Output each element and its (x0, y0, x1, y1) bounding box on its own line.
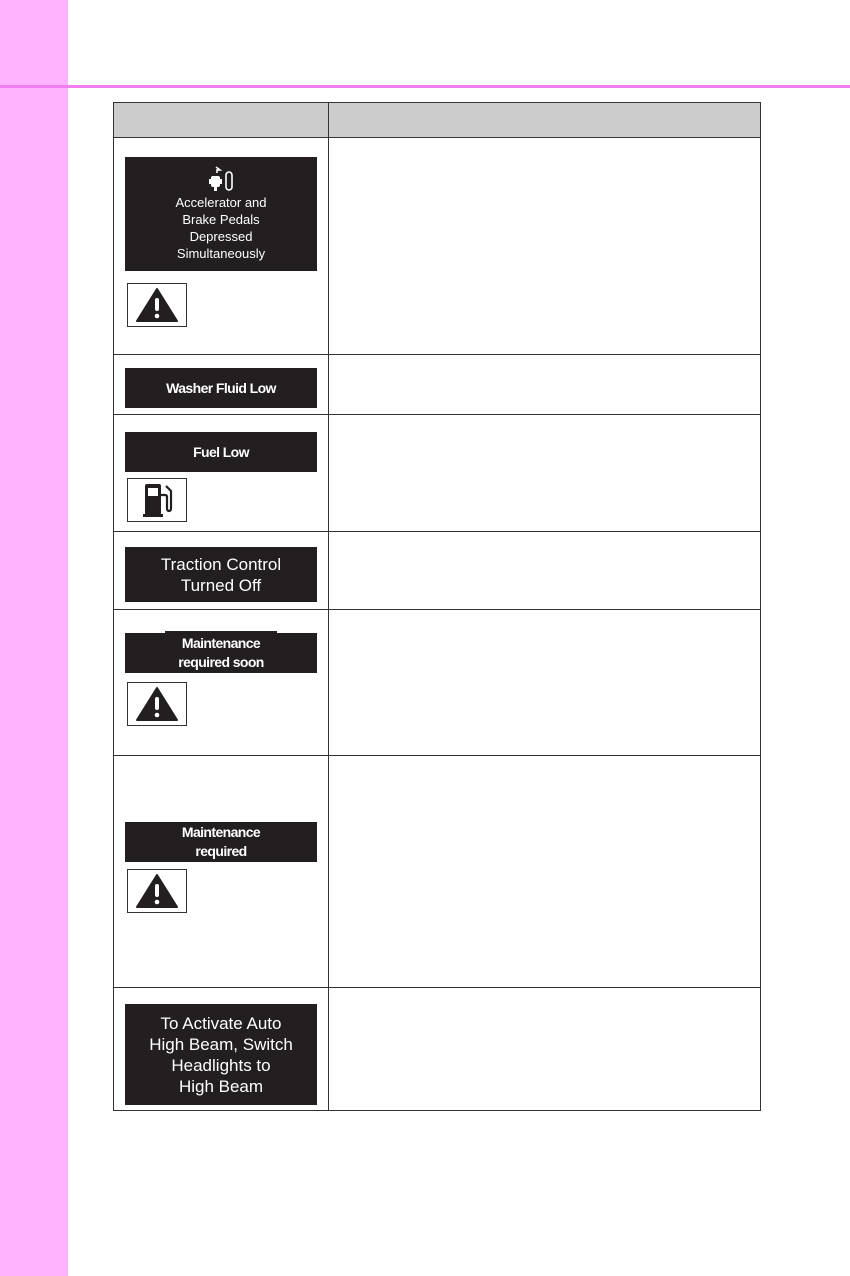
header-cell-details (329, 103, 761, 138)
table-row (114, 610, 761, 756)
display-line: Maintenance (181, 635, 261, 651)
message-cell (114, 138, 329, 355)
header-cell-message (114, 103, 329, 138)
description-cell (329, 610, 761, 756)
message-cell (114, 988, 329, 1111)
display-line: required (195, 843, 247, 859)
description-cell (329, 138, 761, 355)
warning-triangle-icon (135, 873, 179, 909)
display-line: required soon (178, 654, 264, 670)
display-line: Headlights to (171, 1055, 271, 1075)
fuel-pump-icon (140, 481, 174, 519)
message-display (125, 547, 317, 602)
display-line: High Beam, Switch (149, 1034, 293, 1054)
table-row (114, 355, 761, 415)
display-tab-mark (165, 631, 277, 633)
display-line: Fuel Low (193, 444, 249, 460)
message-cell (114, 355, 329, 415)
display-line: Maintenance (181, 824, 261, 840)
description-cell (329, 355, 761, 415)
table-row (114, 415, 761, 532)
message-display (125, 633, 317, 673)
message-display (125, 432, 317, 472)
message-display (125, 822, 317, 862)
description-cell (329, 988, 761, 1111)
table-header-row (114, 103, 761, 138)
message-cell (114, 610, 329, 756)
table-row (114, 988, 761, 1111)
description-cell (329, 532, 761, 610)
table-row (114, 138, 761, 355)
display-line: Brake Pedals (182, 212, 260, 227)
pedal-icon (207, 166, 235, 192)
display-line: Traction Control (160, 554, 282, 574)
warning-indicator (127, 682, 187, 726)
display-line: High Beam (178, 1076, 264, 1096)
message-table (113, 102, 761, 1111)
table-row (114, 756, 761, 988)
message-display (125, 157, 317, 271)
display-line: Turned Off (180, 575, 262, 595)
fuel-indicator (127, 478, 187, 522)
warning-indicator (127, 283, 187, 327)
table-row (114, 532, 761, 610)
display-line: To Activate Auto (160, 1013, 282, 1033)
description-cell (329, 415, 761, 532)
display-line: Simultaneously (176, 246, 266, 261)
warning-triangle-icon (135, 287, 179, 323)
message-display (125, 368, 317, 408)
message-cell (114, 532, 329, 610)
side-tab-band (0, 0, 68, 1276)
display-line: Washer Fluid Low (166, 380, 276, 396)
message-cell (114, 415, 329, 532)
message-display (125, 1004, 317, 1105)
display-line: Depressed (189, 229, 253, 244)
display-line: Accelerator and (175, 195, 267, 210)
warning-triangle-icon (135, 686, 179, 722)
header-rule (0, 85, 850, 88)
warning-indicator (127, 869, 187, 913)
description-cell (329, 756, 761, 988)
message-cell (114, 756, 329, 988)
